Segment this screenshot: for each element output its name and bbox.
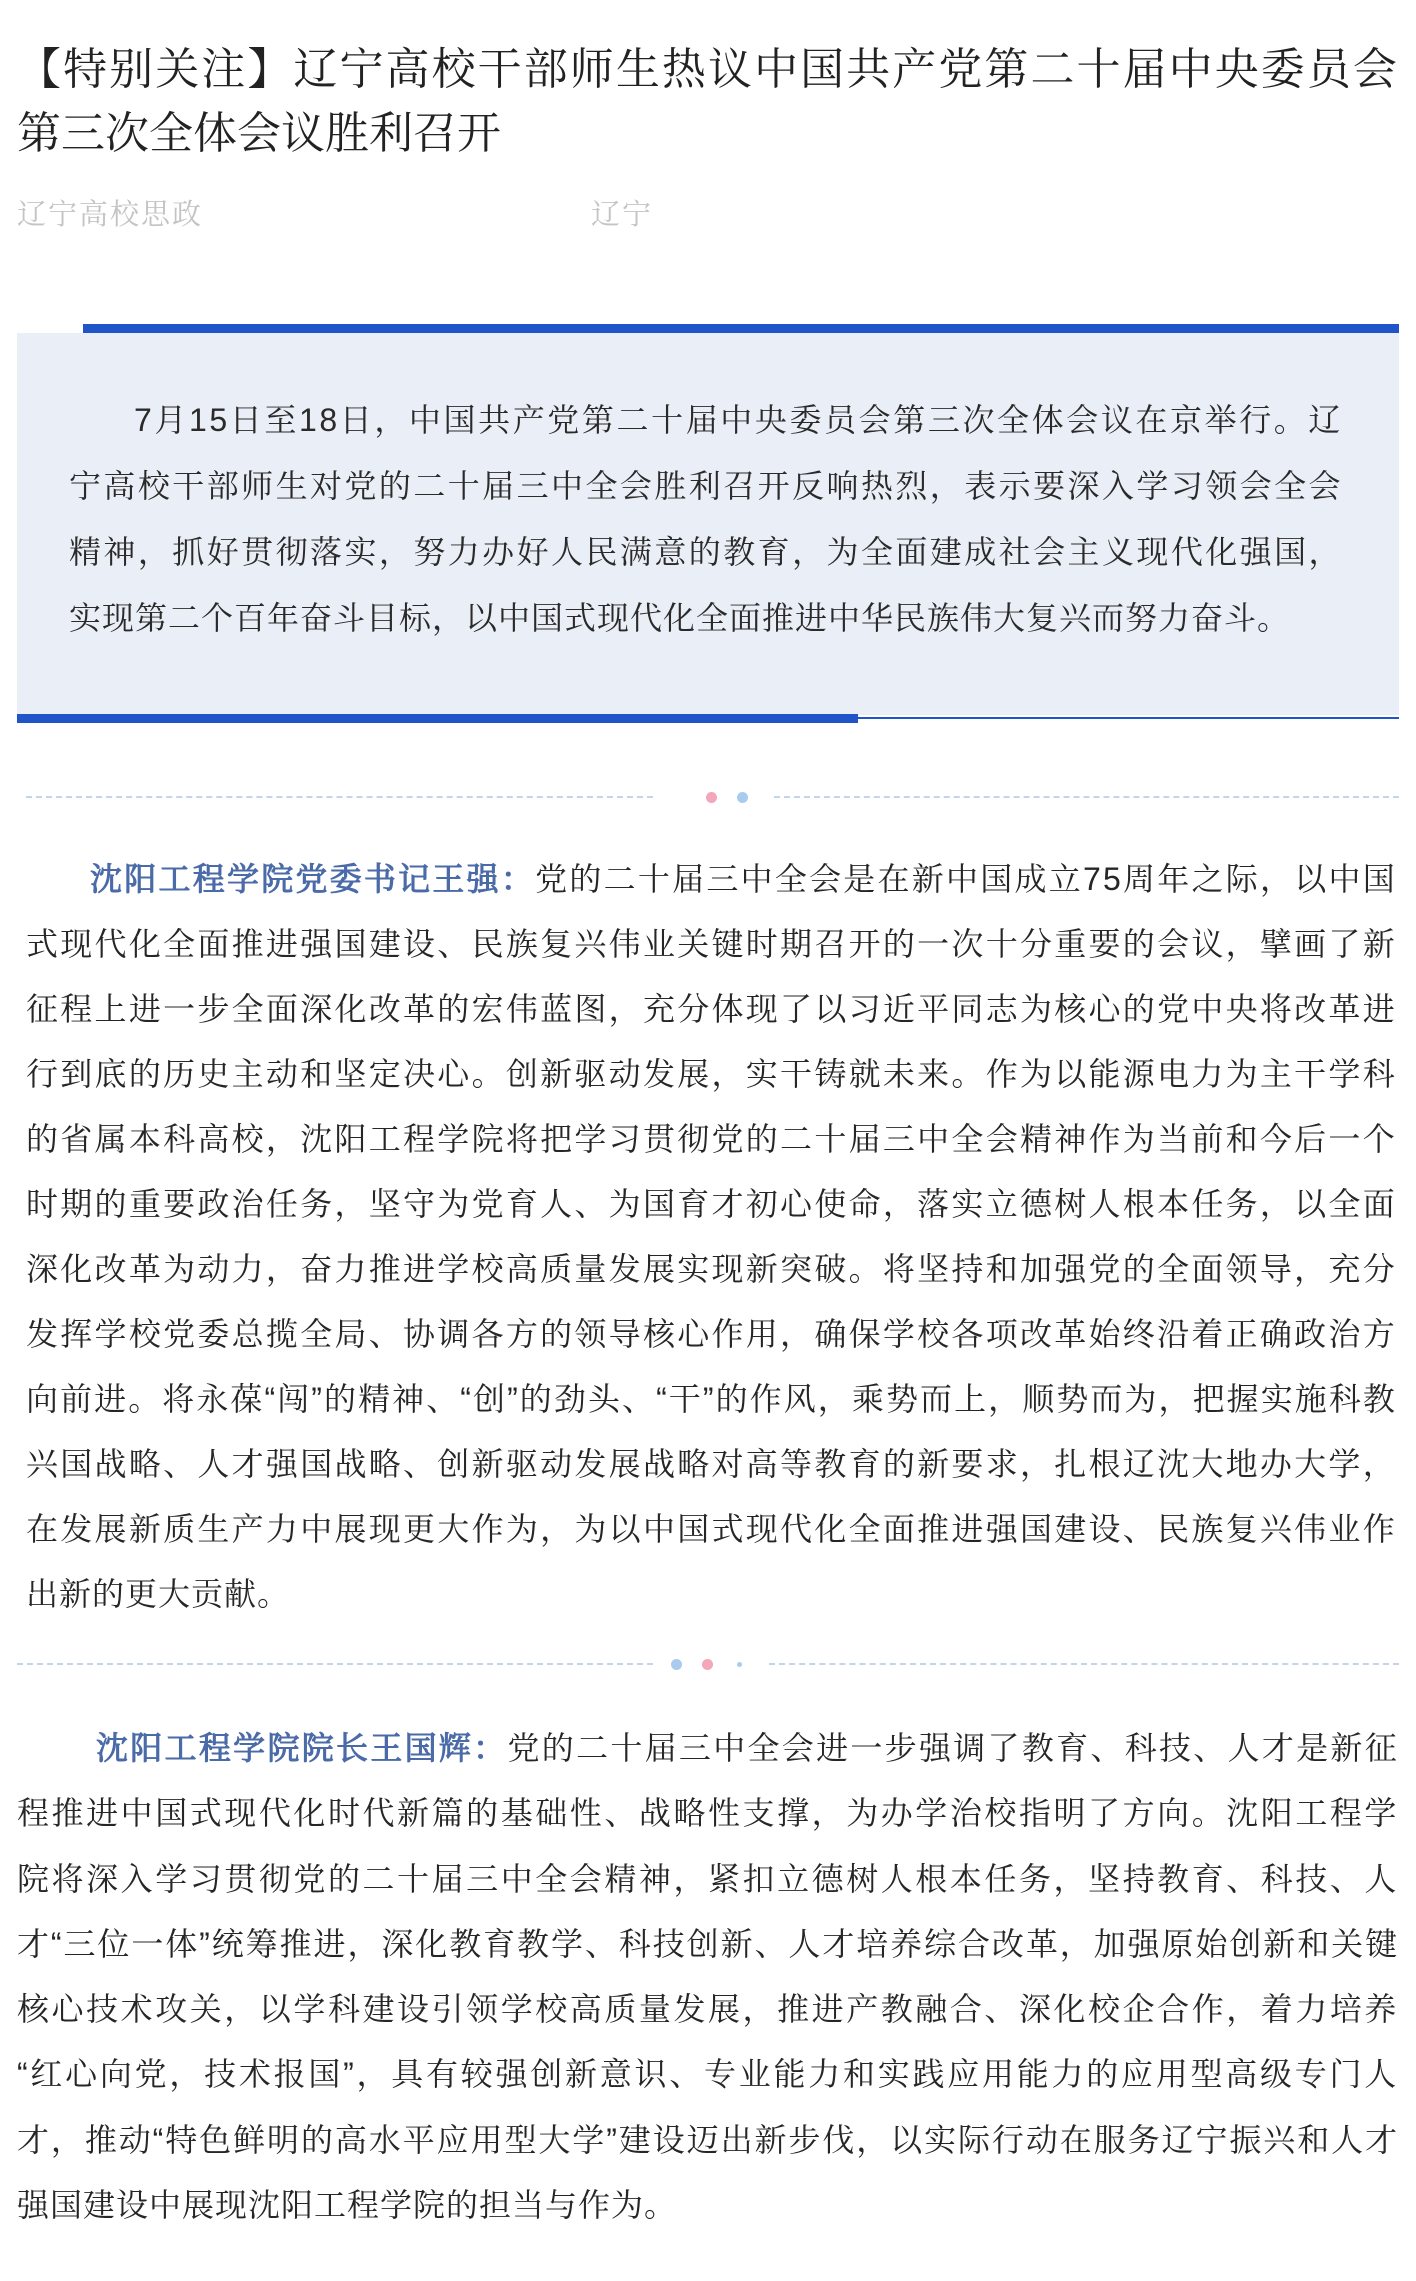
- summary-paragraph: [69, 387, 1343, 651]
- statement-line: 在发展新质生产力中展现更大作为，为以中国式现代化全面推进强国建设、民族复兴伟业作: [26, 1511, 1397, 1547]
- article-meta: [17, 195, 1399, 235]
- summary-bottom-rule: [858, 717, 1399, 719]
- statement-text: 党的二十届三中全会进一步强调了教育、科技、人才是新征: [507, 1730, 1399, 1766]
- statement-line: 才，推动“特色鲜明的高水平应用型大学”建设迈出新步伐，以实际行动在服务辽宁振兴和人才: [17, 2121, 1399, 2158]
- statement-line: 时期的重要政治任务，坚守为党育人、为国育才初心使命，落实立德树人根本任务，以全面: [26, 1186, 1397, 1222]
- divider-dot-blue: [737, 792, 748, 803]
- summary-top-bar: [83, 324, 1399, 333]
- statement-line: 向前进。将永葆“闯”的精神、“创”的劲头、“干”的作风，乘势而上，顺势而为，把握实施科教: [26, 1381, 1397, 1417]
- statement-first-line: [90, 847, 1397, 912]
- summary-line: 实现第二个百年奋斗目标，以中国式现代化全面推进中华民族伟大复兴而努力奋斗。: [69, 600, 1291, 636]
- divider-dashed-left: [26, 796, 653, 798]
- source-account-link[interactable]: 辽宁高校思政: [17, 199, 204, 231]
- speaker-label: 沈阳工程学院院长王国辉：: [96, 1730, 508, 1766]
- statement-line: 才“三位一体”统筹推进，深化教育教学、科技创新、人才培养综合改革，加强原始创新和关键: [17, 1925, 1399, 1962]
- statement-line: 行到底的历史主动和坚定决心。创新驱动发展，实干铸就未来。作为以能源电力为主干学科: [26, 1056, 1397, 1092]
- divider-dashed-left: [17, 1663, 653, 1665]
- statement-text: 党的二十届三中全会是在新中国成立75周年之际，以中国: [535, 861, 1397, 897]
- summary-line: 宁高校干部师生对党的二十届三中全会胜利召开反响热烈，表示要深入学习领会全会: [69, 468, 1343, 504]
- region-label: 辽宁: [591, 199, 654, 231]
- divider-dot-small-blue: [737, 1662, 742, 1667]
- statement-line: 强国建设中展现沈阳工程学院的担当与作为。: [17, 2187, 678, 2224]
- statement-line: 式现代化全面推进强国建设、民族复兴伟业关键时期召开的一次十分重要的会议，擘画了新: [26, 926, 1397, 962]
- summary-line: 精神，抓好贯彻落实，努力办好人民满意的教育，为全面建成社会主义现代化强国，: [69, 534, 1343, 570]
- statement-paragraph: [26, 847, 1397, 1627]
- speaker-label: 沈阳工程学院党委书记王强：: [90, 861, 536, 897]
- statement-line: 院将深入学习贯彻党的二十届三中全会精神，紧扣立德树人根本任务，坚持教育、科技、人: [17, 1860, 1399, 1897]
- statement-line: 程推进中国式现代化时代新篇的基础性、战略性支撑，为办学治校指明了方向。沈阳工程学: [17, 1795, 1399, 1832]
- divider-dashed-right: [774, 796, 1399, 798]
- summary-bottom-bar: [17, 714, 858, 723]
- divider-dot-pink: [702, 1659, 713, 1670]
- title-line: 【特别关注】辽宁高校干部师生热议中国共产党第二十届中央委员会: [17, 45, 1399, 94]
- statement-first-line: [96, 1716, 1399, 1781]
- article-title: [17, 38, 1399, 166]
- statement-line: 发挥学校党委总揽全局、协调各方的领导核心作用，确保学校各项改革始终沿着正确政治方: [26, 1316, 1397, 1352]
- statement-line: “红心向党，技术报国”，具有较强创新意识、专业能力和实践应用能力的应用型高级专门人: [17, 2056, 1399, 2093]
- title-line: 第三次全体会议胜利召开: [17, 109, 501, 158]
- divider-dashed-right: [769, 1663, 1399, 1665]
- statement-line: 兴国战略、人才强国战略、创新驱动发展战略对高等教育的新要求，扎根辽沈大地办大学，: [26, 1446, 1397, 1482]
- statement-line: 核心技术攻关，以学科建设引领学校高质量发展，推进产教融合、深化校企合作，着力培养: [17, 1991, 1399, 2028]
- statement-line: 征程上进一步全面深化改革的宏伟蓝图，充分体现了以习近平同志为核心的党中央将改革进: [26, 991, 1397, 1027]
- statement-line: 的省属本科高校，沈阳工程学院将把学习贯彻党的二十届三中全会精神作为当前和今后一个: [26, 1121, 1397, 1157]
- summary-box: [17, 333, 1399, 715]
- statement-line: 出新的更大贡献。: [26, 1576, 291, 1612]
- divider-dot-pink: [706, 792, 717, 803]
- statement-paragraph: [17, 1716, 1399, 2238]
- divider-dot-blue: [671, 1659, 682, 1670]
- statement-line: 深化改革为动力，奋力推进学校高质量发展实现新突破。将坚持和加强党的全面领导，充分: [26, 1251, 1397, 1287]
- summary-line: 7月15日至18日，中国共产党第二十届中央委员会第三次全体会议在京举行。辽: [134, 402, 1343, 438]
